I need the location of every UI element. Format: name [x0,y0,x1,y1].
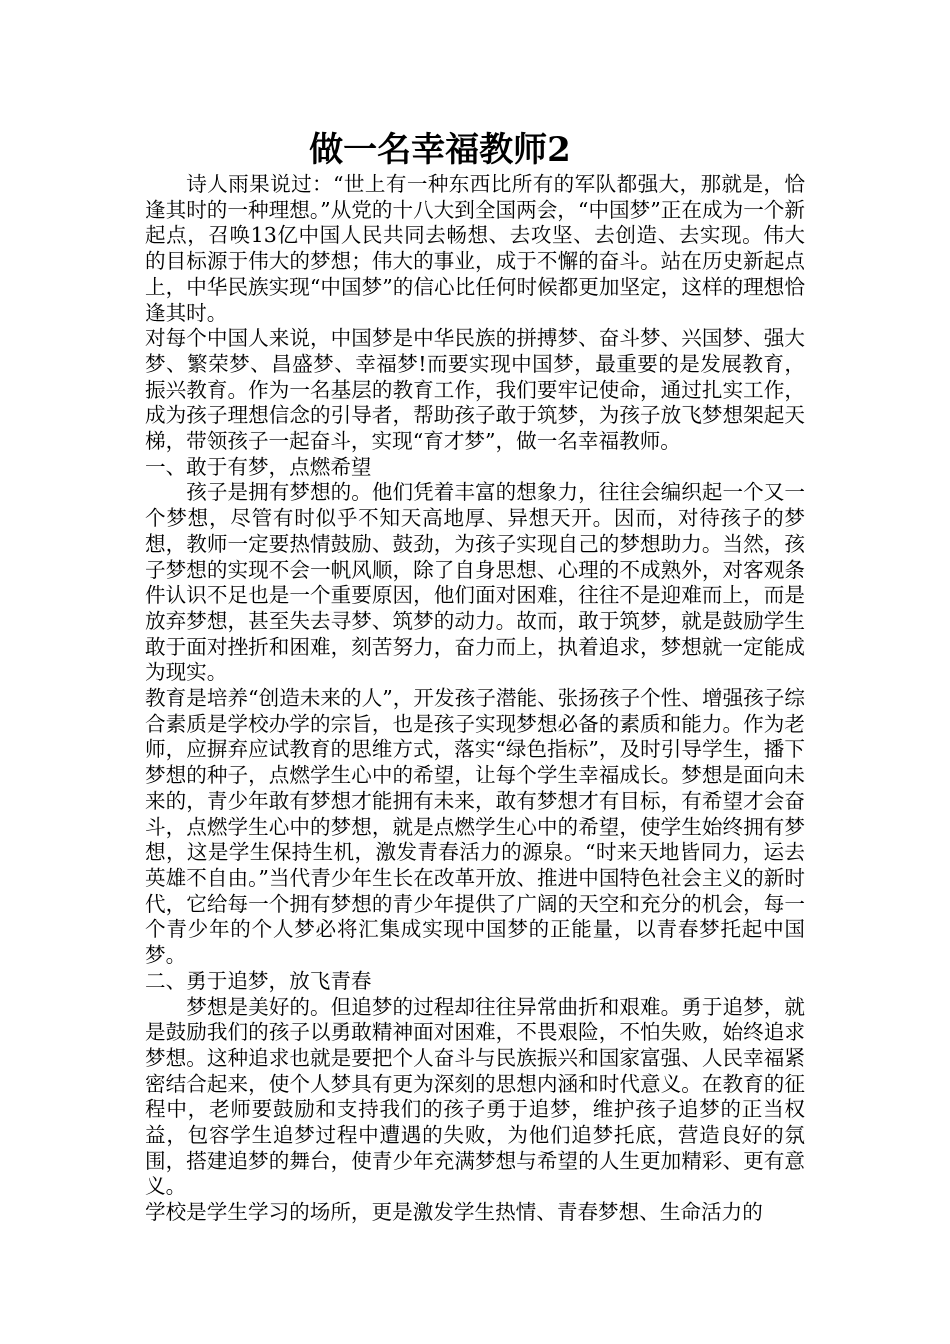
paragraph: 教育是培养“创造未来的人”，开发孩子潜能、张扬孩子个性、增强孩子综合素质是学校办学的宗旨，也是孩子实现梦想必备的素质和能力。作为老师，应摒弃应试教育的思维方式，落实“绿色指标”，及时引导学生，播下梦想的种子，点燃学生心中的希望，让每个学生幸福成长。梦想是面向未来的，青少年敢有梦想才能拥有未来，敢有梦想才有目标，有希望才会奋斗，点燃学生心中的梦想，就是点燃学生心中的希望，使学生始终拥有梦想，这是学生保持生机，激发青春活力的源泉。“时来天地皆同力，运去英雄不自由。”当代青少年生长在改革开放、推进中国特色社会主义的新时代，它给每一个拥有梦想的青少年提供了广阔的天空和充分的机会，每一个青少年的个人梦必将汇集成实现中国梦的正能量，以青春梦托起中国梦。 [145,686,805,968]
paragraph: 诗人雨果说过：“世上有一种东西比所有的军队都强大，那就是，恰逢其时的一种理想。”从党的十八大到全国两会，“中国梦”正在成为一个新起点，召唤13亿中国人民共同去畅想、去攻坚、去创造、去实现。伟大的目标源于伟大的梦想；伟大的事业，成于不懈的奋斗。站在历史新起点上，中华民族实现“中国梦”的信心比任何时候都更加坚定，这样的理想恰逢其时。 [145,172,805,325]
section-heading: 二、勇于追梦，放飞青春 [145,968,372,993]
paragraph: 孩子是拥有梦想的。他们凭着丰富的想象力，往往会编织起一个又一个梦想，尽管有时似乎不知天高地厚、异想天开。因而，对待孩子的梦想，教师一定要热情鼓励、鼓劲，为孩子实现自己的梦想助力。当然，孩子梦想的实现不会一帆风顺，除了自身思想、心理的不成熟外，对客观条件认识不足也是一个重要原因，他们面对困难，往往不是迎难而上，而是放弃梦想，甚至失去寻梦、筑梦的动力。故而，敢于筑梦，就是鼓励学生敢于面对挫折和困难，刻苦努力，奋力而上，执着追求，梦想就一定能成为现实。 [145,480,805,685]
paragraph: 对每个中国人来说，中国梦是中华民族的拼搏梦、奋斗梦、兴国梦、强大梦、繁荣梦、昌盛梦、幸福梦!而要实现中国梦，最重要的是发展教育，振兴教育。作为一名基层的教育工作，我们要牢记使命，通过扎实工作，成为孩子理想信念的引导者，帮助孩子敢于筑梦，为孩子放飞梦想架起天梯，带领孩子一起奋斗，实现“育才梦”，做一名幸福教师。 [145,326,805,454]
paragraph: 学校是学生学习的场所，更是激发学生热情、青春梦想、生命活力的 [145,1200,763,1225]
section-heading: 一、敢于有梦，点燃希望 [145,454,372,479]
document-body [145,172,805,1226]
document-title: 做一名幸福教师2 [309,130,571,170]
paragraph: 梦想是美好的。但追梦的过程却往往异常曲折和艰难。勇于追梦，就是鼓励我们的孩子以勇敢精神面对困难，不畏艰险，不怕失败，始终追求梦想。这种追求也就是要把个人奋斗与民族振兴和国家富强、人民幸福紧密结合起来，使个人梦具有更为深刻的思想内涵和时代意义。在教育的征程中，老师要鼓励和支持我们的孩子勇于追梦，维护孩子追梦的正当权益，包容学生追梦过程中遭遇的失败，为他们追梦托底，营造良好的氛围，搭建追梦的舞台，使青少年充满梦想与希望的人生更加精彩、更有意义。 [145,994,805,1199]
